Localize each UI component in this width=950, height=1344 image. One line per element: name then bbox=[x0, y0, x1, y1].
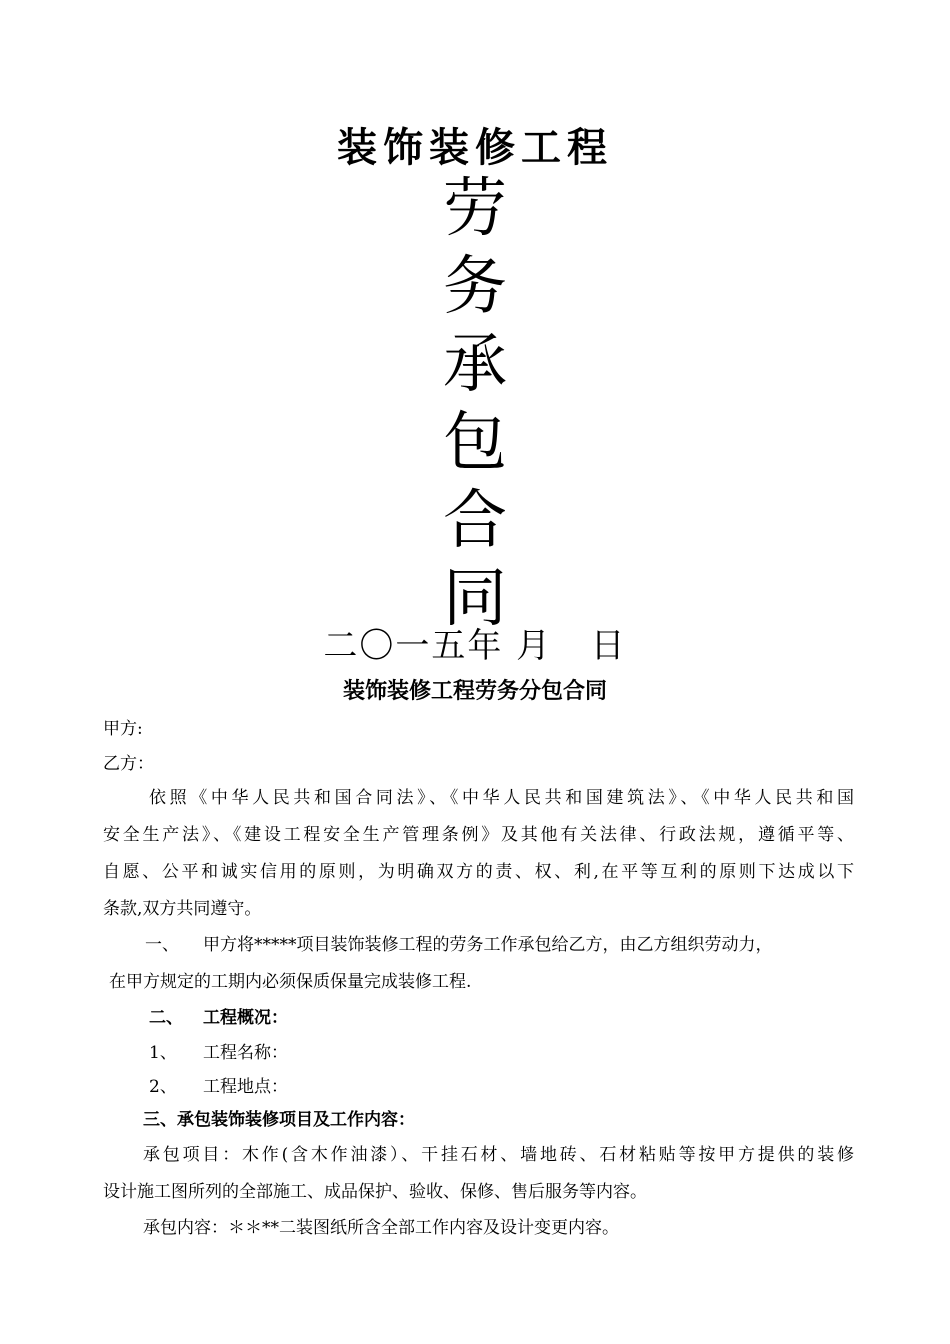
contract-title: 装饰装修工程劳务分包合同 bbox=[342, 679, 607, 704]
clause-text: 在甲方规定的工期内必须保质保量完成装修工程. bbox=[109, 972, 472, 992]
cover-char: 合 bbox=[443, 484, 507, 558]
clause-text: 甲方将*****项目装饰装修工程的劳务工作承包给乙方，由乙方组织劳动力， bbox=[203, 935, 773, 955]
clause-number: 一、 bbox=[145, 935, 179, 955]
section-heading: 三、承包装饰装修项目及工作内容： bbox=[143, 1110, 415, 1130]
cover-date: 二〇一五年 月 日 bbox=[323, 626, 627, 666]
cover-title: 装饰装修工程 bbox=[337, 125, 613, 171]
cover-char: 同 bbox=[443, 562, 507, 636]
clause-number: 二、 bbox=[149, 1008, 183, 1028]
cover-char: 务 bbox=[443, 250, 507, 324]
item-label: 工程名称： bbox=[203, 1043, 288, 1063]
party-a-label: 甲方: bbox=[103, 719, 143, 739]
scope-line: 设计施工图所列的全部施工、成品保护、验收、保修、售后服务等内容。 bbox=[103, 1182, 647, 1202]
content-line: 承包内容：＊＊**二装图纸所含全部工作内容及设计变更内容。 bbox=[143, 1218, 619, 1238]
party-b-label: 乙方： bbox=[103, 754, 154, 774]
cover-vertical-title bbox=[0, 170, 950, 638]
scope-line: 承包项目：木作(含木作油漆）、干挂石材、墙地砖、石材粘贴等按甲方提供的装修 bbox=[143, 1145, 854, 1165]
cover-char: 包 bbox=[443, 406, 507, 480]
preamble-line: 安全生产法》、《建设工程安全生产管理条例》及其他有关法律、行政法规，遵循平等、 bbox=[103, 825, 854, 845]
preamble-line: 依照《中华人民共和国合同法》、《中华人民共和国建筑法》、《中华人民共和国 bbox=[149, 788, 854, 808]
item-label: 工程地点： bbox=[203, 1077, 288, 1097]
cover-char: 劳 bbox=[443, 172, 507, 246]
item-number: 2、 bbox=[149, 1077, 177, 1097]
preamble-line: 条款,双方共同遵守。 bbox=[103, 899, 262, 919]
item-number: 1、 bbox=[149, 1043, 177, 1063]
section-heading: 工程概况： bbox=[203, 1008, 288, 1028]
preamble-line: 自愿、公平和诚实信用的原则，为明确双方的责、权、利,在平等互利的原则下达成以下 bbox=[103, 862, 854, 882]
cover-char: 承 bbox=[443, 328, 507, 402]
